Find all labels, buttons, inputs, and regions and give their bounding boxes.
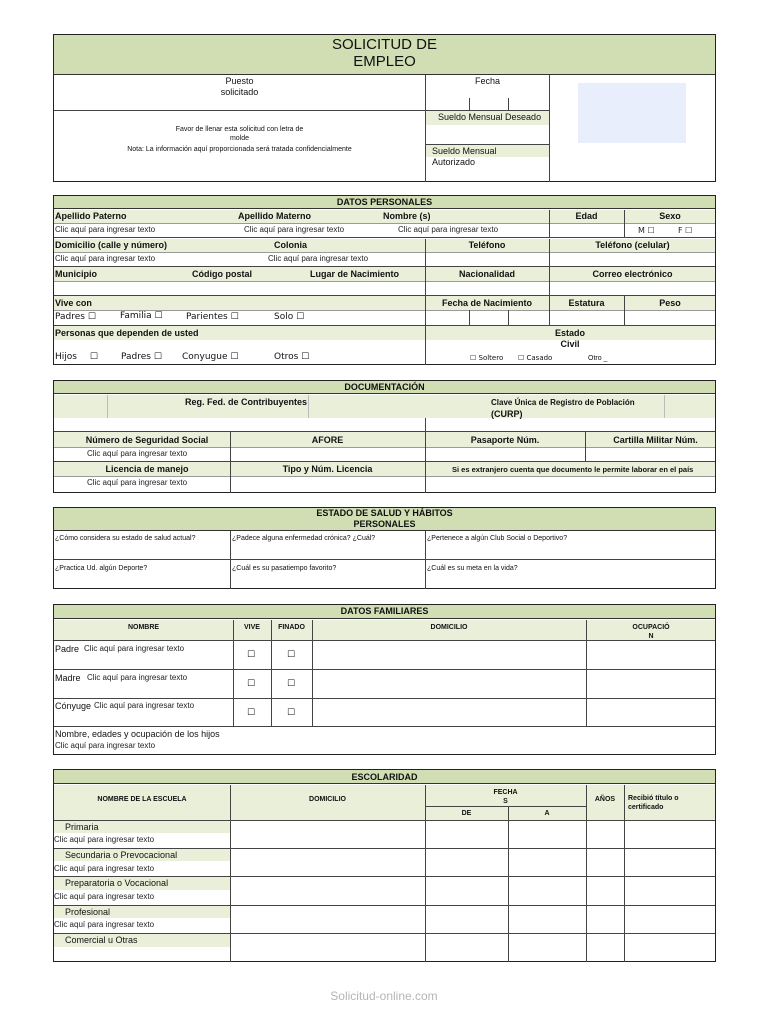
conyuge-finado-checkbox[interactable]: ☐ [287,708,296,718]
padre-finado-checkbox[interactable]: ☐ [287,650,296,660]
dep-padres-checkbox[interactable]: Padres ☐ [121,352,162,362]
sueldo-deseado-label: Sueldo Mensual Deseado [438,112,542,122]
estado-civil-label [540,328,600,350]
padre-vive-checkbox[interactable]: ☐ [247,650,256,660]
curp-line1: Clave Única de Registro de Población [491,398,635,407]
telefono-celular-label: Teléfono (celular) [595,240,670,250]
tipo-licencia-label: Tipo y Núm. Licencia [282,464,373,474]
estatura-label: Estatura [568,298,605,308]
apellido-materno-label: Apellido Materno [238,211,312,221]
padre-field[interactable]: Clic aquí para ingresar texto [84,644,185,653]
curp-line2: (CURP) [491,409,523,419]
form-title-line1: SOLICITUD DE [331,36,437,53]
madre-label: Madre [55,673,81,683]
sexo-label: Sexo [659,211,681,221]
puesto-label [54,76,425,98]
esc-col-fechas-line2: S [503,798,508,805]
sueldo-autorizado-line1: Sueldo Mensual [432,146,497,156]
sexo-f-checkbox[interactable]: F ☐ [678,226,693,235]
fam-col-ocupacion-line2: N [648,633,654,640]
salud-title-line2: PERSONALES [353,519,416,529]
primaria-label: Primaria [65,822,99,832]
apellido-paterno-label: Apellido Paterno [55,211,127,221]
preparatoria-label: Preparatoria o Vocacional [65,878,169,888]
licencia-field[interactable]: Clic aquí para ingresar texto [87,478,188,487]
conyuge-label: Cónyuge [55,701,92,711]
nombre-field[interactable]: Clic aquí para ingresar texto [398,225,499,234]
sueldo-autorizado-label [432,146,497,168]
salud-title-line1: ESTADO DE SALUD Y HÁBITOS [316,508,453,518]
fam-col-ocupacion [586,623,716,641]
rfc-label: Reg. Fed. de Contribuyentes [185,397,308,407]
esc-col-anios: AÑOS [594,796,616,803]
otro-estado-field[interactable]: Otro _ [588,355,608,362]
puesto-line2: solicitado [220,87,259,97]
vive-con-label: Vive con [55,298,92,308]
estado-civil-line2: Civil [560,339,580,349]
fecha-nacimiento-label: Fecha de Nacimiento [441,298,533,308]
personal-title: DATOS PERSONALES [336,197,433,207]
apellido-paterno-field[interactable]: Clic aquí para ingresar texto [55,225,156,234]
pasaporte-label: Pasaporte Núm. [470,435,540,445]
nss-label: Número de Seguridad Social [85,435,209,445]
peso-label: Peso [659,298,681,308]
profesional-label: Profesional [65,907,111,917]
salud-q5: ¿Cuál es su pasatiempo favorito? [232,565,337,572]
estado-civil-line1: Estado [554,328,585,338]
secundaria-label: Secundaria o Prevocacional [65,850,178,860]
madre-vive-checkbox[interactable]: ☐ [247,679,256,689]
nombre-label: Nombre (s) [383,211,431,221]
sueldo-autorizado-line2: Autorizado [432,157,476,167]
dep-conyugue-checkbox[interactable]: Conyugue ☐ [182,352,239,362]
colonia-field[interactable]: Clic aquí para ingresar texto [268,254,369,263]
salud-title [54,508,715,530]
dep-hijos-checkbox[interactable]: Hijos ☐ [55,352,98,362]
esc-col-a: A [544,810,550,817]
vive-parientes-checkbox[interactable]: Parientes ☐ [186,312,239,322]
fam-col-domicilio: DOMICILIO [430,624,468,631]
primaria-field[interactable]: Clic aquí para ingresar texto [54,835,155,844]
hijos-label: Nombre, edades y ocupación de los hijos [55,729,220,739]
salud-q1: ¿Cómo considera su estado de salud actual? [55,535,196,542]
fecha-label: Fecha [474,76,500,86]
licencia-label: Licencia de manejo [105,464,189,474]
form-title [54,36,715,70]
fam-col-ocupacion-line1: OCUPACIÓ [632,624,670,631]
salud-q6: ¿Cuál es su meta en la vida? [427,565,518,572]
domicilio-label: Domicilio (calle y número) [55,240,168,250]
esc-col-titulo-line2: certificado [628,804,664,811]
fam-col-vive: VIVE [244,624,260,631]
instructions-line2: molde [229,135,250,142]
puesto-line1: Puesto [225,76,254,86]
nacionalidad-label: Nacionalidad [458,269,515,279]
vive-solo-checkbox[interactable]: Solo ☐ [274,312,305,322]
conyuge-vive-checkbox[interactable]: ☐ [247,708,256,718]
edad-label: Edad [575,211,598,221]
colonia-label: Colonia [274,240,307,250]
vive-familia-checkbox[interactable]: Familia ☐ [120,311,163,321]
correo-label: Correo electrónico [592,269,673,279]
cartilla-label: Cartilla Militar Núm. [613,435,698,445]
watermark: Solicitud-online.com [330,989,438,1003]
dependientes-label: Personas que dependen de usted [55,328,199,338]
esc-col-escuela: NOMBRE DE LA ESCUELA [97,796,187,803]
comercial-label: Comercial u Otras [65,935,138,945]
esc-col-titulo [628,794,679,812]
esc-col-fechas-line1: FECHA [493,789,518,796]
dep-otros-checkbox[interactable]: Otros ☐ [274,352,310,362]
familiares-title: DATOS FAMILIARES [340,606,429,616]
escolaridad-title: ESCOLARIDAD [351,772,418,782]
preparatoria-field[interactable]: Clic aquí para ingresar texto [54,892,155,901]
padre-label: Padre [55,644,80,654]
vive-padres-checkbox[interactable]: Padres ☐ [55,312,96,322]
fam-col-nombre: NOMBRE [127,624,160,631]
esc-col-fechas [425,788,586,806]
salud-q2: ¿Padece alguna enfermedad crónica? ¿Cuál? [232,535,376,542]
salud-q3: ¿Pertenece a algún Club Social o Deportivo? [427,535,568,542]
madre-finado-checkbox[interactable]: ☐ [287,679,296,689]
form-title-line2: EMPLEO [353,53,416,70]
conyuge-field[interactable]: Clic aquí para ingresar texto [94,701,195,710]
hijos-field[interactable]: Clic aquí para ingresar texto [55,741,156,750]
esc-col-domicilio: DOMICILIO [309,796,346,803]
codigo-postal-label: Código postal [192,269,252,279]
lugar-nacimiento-label: Lugar de Nacimiento [310,269,400,279]
afore-label: AFORE [311,435,344,445]
salud-q4: ¿Practica Ud. algún Deporte? [55,565,148,572]
fam-col-finado: FINADO [278,624,305,631]
instructions-line1: Favor de llenar esta solicitud con letra de [175,126,304,133]
sexo-m-checkbox[interactable]: M ☐ [638,226,655,235]
municipio-label: Municipio [55,269,97,279]
photo-box[interactable] [578,83,686,143]
nss-field[interactable]: Clic aquí para ingresar texto [87,449,188,458]
esc-col-de: DE [461,810,472,817]
esc-col-titulo-line1: Recibió título o [628,795,679,802]
apellido-materno-field[interactable]: Clic aquí para ingresar texto [244,225,345,234]
secundaria-field[interactable]: Clic aquí para ingresar texto [54,864,155,873]
telefono-label: Teléfono [468,240,506,250]
soltero-checkbox[interactable]: ☐ Soltero [470,354,504,362]
madre-field[interactable]: Clic aquí para ingresar texto [87,673,188,682]
curp-label [491,398,635,420]
profesional-field[interactable]: Clic aquí para ingresar texto [54,920,155,929]
instructions-text [54,125,425,143]
documentacion-title: DOCUMENTACIÓN [344,382,425,392]
domicilio-field[interactable]: Clic aquí para ingresar texto [55,254,156,263]
extranjero-label: Si es extranjero cuenta que documento le permite laborar en el país [452,465,694,474]
casado-checkbox[interactable]: ☐ Casado [518,354,553,362]
confidential-note: Nota: La información aquí proporcionada será tratada confidencialmente [127,146,352,153]
